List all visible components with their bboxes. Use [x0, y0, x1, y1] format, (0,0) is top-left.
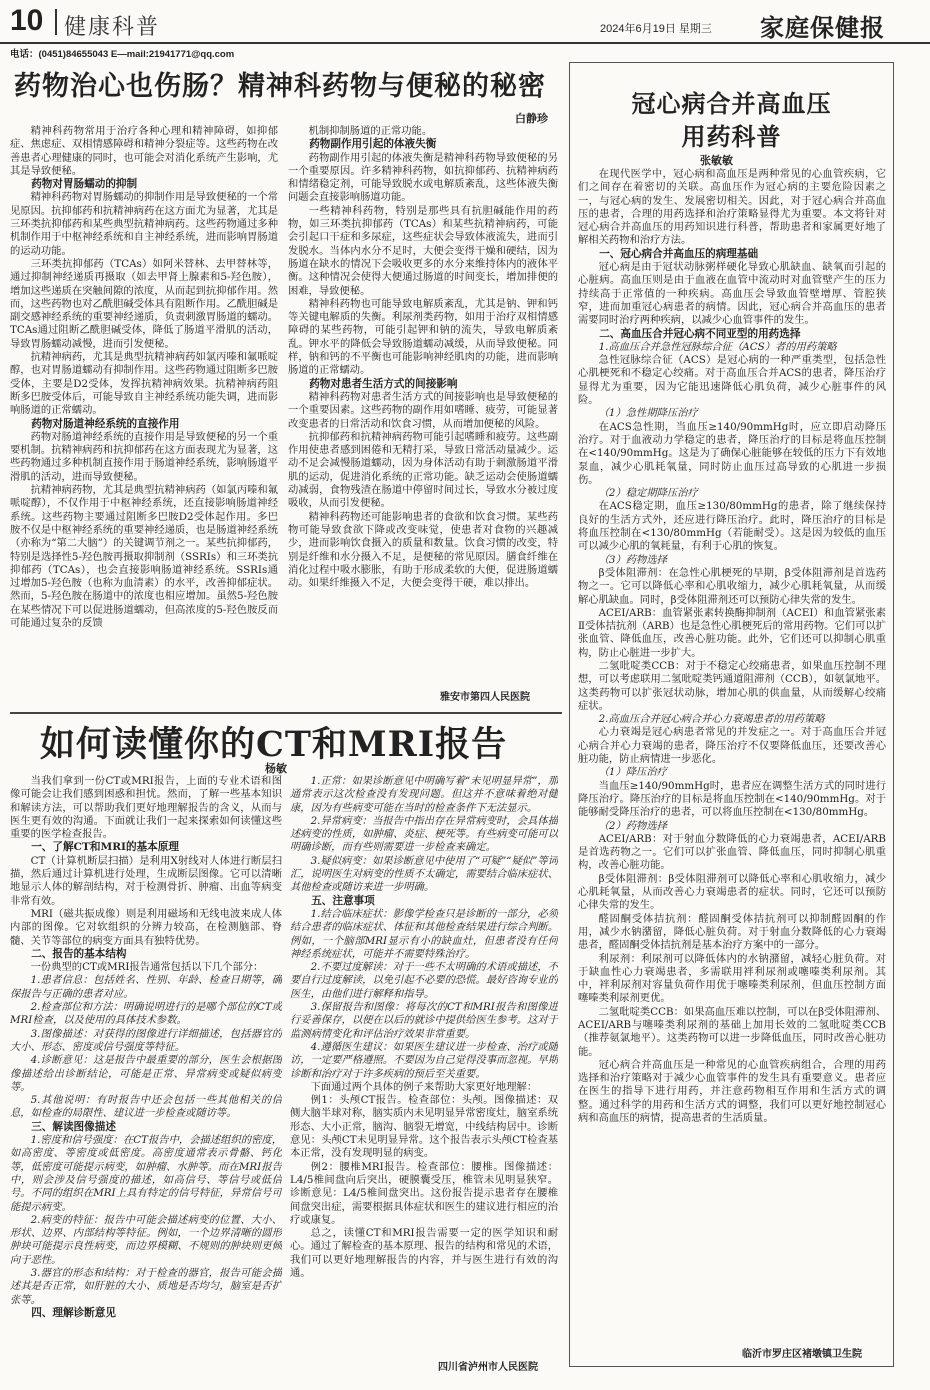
paragraph: CT（计算机断层扫描）是利用X射线对人体进行断层扫描，然后通过计算机进行处理，生成断层图像。它可以清晰地显示人体的解剖结构，对于检测骨折、肿瘤、出血等病变非常有效。 — [10, 854, 282, 907]
paragraph: 当血压≥140/90mmHg时，患者应在调整生活方式的同时进行降压治疗。降压治疗的目标是将血压控制在<140/90mmHg。对于能够耐受降压治疗的患者，可以将血压控制在<130/80mmHg。 — [578, 779, 886, 819]
section-heading: 二、高血压合并冠心病不同亚型的用药选择 — [599, 327, 801, 340]
paragraph: MRI（磁共振成像）则是利用磁场和无线电波来成人体内部的图像。它对软组织的分辨力较高，在检测脑部、脊髓、关节等部位的病变方面具有独特优势。 — [10, 907, 282, 947]
paragraph: 一些精神科药物，特别是那些具有抗胆碱能作用的药物，如三环类抗抑郁药（TCAs）和某些抗精神病药，可能会引起口干症和多尿症，这些症状会导致体液流失，进而引发脱水。当体内水分不足时，大便会变得干燥和硬结，因为肠道在缺水的情况下会吸收更多的水分来维持体内的液体平衡。这种情况会使得大便通过肠道的时间变长，增加排便的困难，导致便秘。 — [288, 204, 558, 297]
paragraph: 心力衰竭是冠心病患者常见的并发症之一。对于高血压合并冠心病合并心力衰竭的患者，降压治疗不仅要降低血压，还要改善心脏功能，防止病情进一步恶化。 — [578, 726, 886, 766]
paragraph: 冠心病是由于冠状动脉粥样硬化导致心肌缺血、缺氧而引起的心脏病。高血压则是由于血液在血管中流动时对血管壁产生的压力持续高于正常值的一种疾病。高血压会导致血管壁增厚、管腔狭窄，进而加重冠心病患者的病情。因此，冠心病合并高血压的患者需要同时治疗两种疾病，以减少心血管事件的发生。 — [578, 261, 886, 327]
paragraph: 2.异常病变：当报告中指出存在异常病变时，会具体描述病变的性质，如肿瘤、炎症、梗死等。有些病变可能可以明确诊断，而有些则需要进一步检查来确定。 — [290, 814, 558, 854]
paragraph: 精神科药物常用于治疗各种心理和精神障碍，如抑郁症、焦虑症、双相情感障碍和精神分裂症等。这些药物在改善患者心理健康的同时，也可能会对消化系统产生影响，尤其是导致便秘。 — [10, 125, 278, 177]
paragraph: 1.患者信息：包括姓名、性别、年龄、检查日期等，确保报告与正确的患者对应。 — [10, 974, 282, 1000]
section-heading: 三、解读图像描述 — [31, 1120, 116, 1133]
paragraph: ACEI/ARB：对于射血分数降低的心力衰竭患者，ACEI/ARB是首选药物之一。它们可以扩张血管、降低血压，同时抑制心肌重构，改善心脏功能。 — [578, 832, 886, 872]
article3-author: 张敏敏 — [700, 154, 733, 167]
paragraph: 2.检查部位和方法：明确说明进行的是哪个部位的CT或MRI检查，以及使用的具体技术参数。 — [10, 1001, 282, 1027]
masthead — [0, 0, 930, 44]
paragraph: 药物对肠道神经系统的直接作用是导致便秘的另一个重要机制。抗精神病药和抗抑郁药在这方面表现尤为显著，这些药物通过多种机制直接作用于肠道神经系统，影响肠道平滑肌的活动，进而导致便秘。 — [10, 430, 278, 483]
section-heading: 四、理解诊断意见 — [31, 1306, 116, 1319]
paragraph: 4.遵循医生建议：如果医生建议进一步检查、治疗或随访，一定要严格遵照。不要因为自己觉得没事而忽视。早期诊断和治疗对于许多疾病的预后至关重要。 — [290, 1040, 558, 1080]
section-heading: 二、报告的基本结构 — [31, 947, 127, 960]
paragraph: ACEI/ARB：血管紧张素转换酶抑制剂（ACEI）和血管紧张素Ⅱ受体拮抗剂（ARB）也是急性心肌梗死后的常用药物。它们可以扩张血管、降低血压，改善心脏功能。此外，它们还可以抑制心肌重构，防止心脏进一步扩大。 — [578, 606, 886, 659]
paragraph: 在ACS稳定期，血压≥130/80mmHg的患者，除了继续保持良好的生活方式外，还应进行降压治疗。此时，降压治疗的目标是将血压控制在<130/80mmHg（若能耐受）。这是因为较低的血压可以减少心肌的氧耗量，有利于心肌的恢复。 — [578, 500, 886, 553]
paragraph: 药物副作用引起的体液失衡是精神科药物导致便秘的另一个重要原因。许多精神科药物，如抗抑郁药、抗精神病药和情绪稳定剂，可能导致脱水或电解质紊乱，这些体液失衡问题会直接影响肠道功能。 — [288, 151, 558, 204]
paragraph: 醛固酮受体拮抗剂：醛固酮受体拮抗剂可以抑制醛固酮的作用，减少水钠潴留，降低心脏负荷。对于射血分数降低的心力衰竭患者，醛固酮受体拮抗剂是基本治疗方案中的一部分。 — [578, 912, 886, 952]
article2-title: 如何读懂你的CT和MRI报告 — [40, 724, 508, 765]
section-heading: 药物副作用引起的体液失衡 — [309, 138, 437, 151]
paragraph: 在ACS急性期，当血压≥140/90mmHg时，应立即启动降压治疗。对于血液动力学稳定的患者，降压治疗的目标是将血压控制在<140/90mmHg。这是为了确保心脏能够在较低的压力下有效地泵血，减少心肌耗氧量，同时防止血压过高导致的心肌进一步损伤。 — [578, 420, 886, 486]
article1-title: 药物治心也伤肠？精神科药物与便秘的秘密 — [14, 71, 546, 102]
paragraph: 精神科药物也可能导致电解质紊乱，尤其是钠、钾和钙等关键电解质的失衡。利尿剂类药物，如用于治疗双相情感障碍的某些药物，可能引起钾和钠的流失，导致电解质紊乱。钾水平的降低会导致肠道蠕动减缓，从而导致便秘。同样，钠和钙的不平衡也可能影响神经肌肉的功能，进而影响肠道的正常蠕动。 — [288, 297, 558, 377]
paragraph: （1）降压治疗 — [598, 766, 667, 779]
article3-title-line1: 冠心病合并高血压 — [631, 89, 832, 118]
section-heading: 五、注意事项 — [311, 894, 375, 907]
paragraph: 精神科药物对患者生活方式的间接影响也是导致便秘的一个重要因素。这些药物的副作用如嗜睡、疲劳，可能显著改变患者的日常活动和饮食习惯，从而增加便秘的风险。 — [288, 390, 558, 430]
paragraph: β受体阻滞剂：β受体阻滞剂可以降低心率和心肌收缩力，减少心肌耗氧量，从而改善心力衰竭患者的症状。同时，它还可以预防心律失常的发生。 — [578, 872, 886, 912]
paragraph: 当我们拿到一份CT或MRI报告，上面的专业术语和图像可能会让我们感到困惑和担忧。然而，了解一些基本知识和解读方法，可以帮助我们更好地理解报告的含义，从而与医生更有效的沟通。下面就让我们一起来探索如何读懂这些重要的医学检查报告。 — [10, 775, 282, 841]
paragraph: 机制抑制肠道的正常功能。 — [308, 125, 433, 137]
contact-line: 电话：(0451)84655043 E—mail:21941771@qq.com — [10, 49, 235, 60]
paragraph: 二氢吡啶类CCB：对于不稳定心绞痛患者，如果血压控制不理想，可以考虑联用二氢吡啶类钙通道阻滞剂（CCB），如氨氯地平。这类药物可以扩张冠状动脉，增加心肌的供血量，从而缓解心绞痛症状。 — [578, 659, 886, 712]
section-heading: 药物对患者生活方式的间接影响 — [309, 377, 458, 390]
paragraph: （1）急性期降压治疗 — [598, 407, 698, 420]
paragraph: 例2：腰椎MRI报告。检查部位：腰椎。图像描述：L4/5椎间盘向后突出，硬膜囊受压，椎管未见明显狭窄。诊断意见：L4/5椎间盘突出。这份报告提示患者存在腰椎间盘突出症，需要根据具体症状和医生的建议进行相应的治疗或康复。 — [290, 1160, 558, 1226]
paragraph: 二氢吡啶类CCB：如果高血压难以控制，可以在β受体阻滞剂、ACEI/ARB与噻嗪类利尿剂的基础上加用长效的二氢吡啶类CCB（推荐氨氯地平）。这类药物可以进一步降低血压，同时改善心脏功能。 — [578, 1005, 886, 1058]
paragraph: 抗精神病药，尤其是典型抗精神病药如氯丙嗪和氟哌啶醇，也对胃肠道蠕动有抑制作用。这些药物通过阻断多巴胺受体，主要是D2受体，发挥抗精神病效果。抗精神病药阻断多巴胺受体后，可能导致自主神经系统功能失调，进而影响肠道的正常蠕动。 — [10, 351, 278, 417]
paragraph: 3.保留报告和图像：将每次的CT和MRI报告和图像进行妥善保存，以便在以后的就诊中提供给医生参考。这对于监测病情变化和评估治疗效果非常重要。 — [290, 1001, 558, 1040]
section-heading: 一、冠心病合并高血压的病理基础 — [599, 247, 759, 260]
section-heading: 药物对胃肠蠕动的抑制 — [31, 178, 138, 191]
paragraph: 三环类抗抑郁药（TCAs）如阿米替林、去甲替林等，通过抑制神经递质再摄取（如去甲肾上腺素和5-羟色胺），增加这些递质在突触间隙的浓度，从而起到抗抑郁作用。然而，这些药物也对乙酰胆碱受体具有阻断作用。乙酰胆碱是副交感神经系统的重要神经递质，负责刺激胃肠道的蠕动。TCAs通过阻断乙酰胆碱受体，降低了肠道平滑肌的活动，导致胃肠蠕动减慢，进而引发便秘。 — [10, 257, 278, 350]
article-divider — [10, 712, 562, 714]
masthead-divider — [55, 9, 57, 35]
paragraph: 总之，读懂CT和MRI报告需要一定的医学知识和耐心。通过了解检查的基本原理、报告的结构和常见的术语，我们可以更好地理解报告的内容，并与医生进行有效的沟通。 — [290, 1227, 558, 1279]
paragraph: 2.不要过度解读：对于一些不太明确的术语或描述，不要自行过度解读，以免引起不必要的恐慌。最好咨询专业的医生，由他们进行解释和指导。 — [290, 961, 558, 1000]
article3-title-line2: 用药科普 — [681, 122, 782, 151]
paragraph: 1.结合临床症状：影像学检查只是诊断的一部分，必须结合患者的临床症状、体征和其他检查结果进行综合判断。例如，一个脑部MRI显示有小的缺血灶，但患者没有任何神经系统症状，可能并不需要特殊治疗。 — [290, 907, 558, 960]
paper-name: 家庭保健报 — [760, 13, 885, 42]
article2-column-1 — [10, 775, 282, 1375]
paragraph: 下面通过两个具体的例子来帮助大家更好地理解： — [310, 1080, 538, 1093]
paragraph: 精神科药物对胃肠蠕动的抑制作用是导致便秘的一个常见原因。抗抑郁药和抗精神病药在这方面尤为显著，尤其是三环类抗抑郁药和某些典型抗精神病药。这些药物通过多种机制作用于中枢神经系统和自主神经系统，进而影响胃肠道的运动功能。 — [10, 191, 278, 257]
article2-author: 杨敏 — [265, 762, 287, 775]
paragraph: 抗精神病药物，尤其是典型抗精神病药（如氯丙嗪和氟哌啶醇），不仅作用于中枢神经系统，还直接影响肠道神经系统。这些药物主要通过阻断多巴胺D2受体起作用。多巴胺不仅是中枢神经系统的重要神经递质，也是肠道神经系统（亦称为“第二大脑”）的关键调节剂之一。某些抗抑郁药，特别是选择性5-羟色胺再摄取抑制剂（SSRIs）和三环类抗抑郁药（TCAs），也会直接影响肠道神经系统。SSRIs通过增加5-羟色胺（也称为血清素）的水平，改善抑郁症状。然而，5-羟色胺在肠道中的浓度也相应增加。虽然5-羟色胺在某些情况下可以促进肠道蠕动，但高浓度的5-羟色胺反而可能通过复杂的反馈 — [10, 484, 278, 629]
paragraph: 4.诊断意见：这是报告中最重要的部分，医生会根据图像描述给出诊断结论，可能是正常、异常病变或疑似病变等。 — [10, 1054, 282, 1093]
paragraph: 1.密度和信号强度：在CT报告中，会描述组织的密度，如高密度、等密度或低密度。高密度通常表示骨骼、钙化等，低密度可能提示病变，如肿瘤、水肿等。而在MRI报告中，则会涉及信号强度的描述，如高信号、等信号或低信号。不同的组织在MRI上具有特定的信号特征，异常信号可能提示病变。 — [10, 1134, 282, 1213]
article1-column-2 — [288, 125, 558, 687]
section-heading: 药物对肠道神经系统的直接作用 — [31, 417, 180, 430]
article2-source: 四川省泸州市人民医院 — [438, 1362, 538, 1373]
paragraph: 一份典型的CT或MRI报告通常包括以下几个部分： — [30, 961, 264, 974]
paragraph: （3）药物选择 — [598, 553, 667, 566]
paragraph: 精神科药物还可能影响患者的食欲和饮食习惯。某些药物可能导致食欲下降或改变味觉，使患者对食物的兴趣减少，进而影响饮食摄入的质量和数量。饮食习惯的改变，特别是纤维和水分摄入不足，是便秘的常见原因。膳食纤维在消化过程中吸水膨胀，有助于形成柔软的大便，促进肠道蠕动。如果纤维摄入不足，大便会变得干硬，难以排出。 — [288, 510, 558, 590]
article2-column-2 — [290, 775, 558, 1355]
paragraph: 3.疑似病变：如果诊断意见中使用了“可疑”“疑似”等词汇，说明医生对病变的性质不太确定，需要结合临床症状、其他检查或随访来进一步明确。 — [290, 854, 558, 894]
paragraph: 在现代医学中，冠心病和高血压是两种常见的心血管疾病，它们之间存在着密切的关联。高血压作为冠心病的主要危险因素之一，与冠心病的发生、发展密切相关。因此，对于冠心病合并高血压的患者，合理的用药选择和治疗策略显得尤为重要。本文将针对冠心病合并高血压的用药知识进行科普，帮助患者和家属更好地了解相关药物和治疗方法。 — [578, 168, 886, 247]
paragraph: 急性冠脉综合征（ACS）是冠心病的一种严重类型，包括急性心肌梗死和不稳定心绞痛。对于高血压合并ACS的患者，降压治疗显得尤为重要，因为它能迅速降低心肌负荷，减少心脏事件的风险。 — [578, 354, 886, 407]
paragraph: 3.器官的形态和结构：对于检查的器官，报告可能会描述其是否正常，如肝脏的大小、质地是否均匀，脑室是否扩张等。 — [10, 1266, 282, 1306]
section-heading: 一、了解CT和MRI的基本原理 — [31, 841, 179, 854]
paragraph: 抗抑郁药和抗精神病药物可能引起嗜睡和疲劳。这些副作用使患者感到困倦和无精打采，导致日常活动量减少。运动不足会减慢肠道蠕动，因为身体活动有助于刺激肠道平滑肌的运动，促进消化系统的正常功能。缺乏运动会使肠道蠕动减弱，食物残渣在肠道中停留时间过长，导致水分被过度吸收，从而引发便秘。 — [288, 430, 558, 510]
paragraph: 5.其他说明：有时报告中还会包括一些其他相关的信息，如检查的局限性、建议进一步检查或随访等。 — [10, 1094, 282, 1120]
paragraph: 1.高血压合并急性冠脉综合征（ACS）者的用药策略 — [598, 340, 837, 353]
page-number: 10 — [10, 4, 44, 37]
paragraph: （2）稳定期降压治疗 — [598, 487, 698, 500]
paragraph: 2.病变的特征：报告中可能会描述病变的位置、大小、形状、边界、内部结构等特征。例如，一个边界清晰的圆形肿块可能提示良性病变，而边界模糊、不规则的肿块则更倾向于恶性。 — [10, 1213, 282, 1266]
article3-source: 临沂市罗庄区褚墩镇卫生院 — [742, 1349, 862, 1360]
paragraph: （2）药物选择 — [598, 819, 667, 832]
paragraph: 2.高血压合并冠心病合并心力衰竭患者的用药策略 — [598, 713, 825, 726]
issue-date: 2024年6月19日 星期三 — [600, 23, 712, 35]
paragraph: 1.正常：如果诊断意见中明确写着“未见明显异常”，那通常表示这次检查没有发现问题。但这并不意味着绝对健康，因为有些病变可能在当时的检查条件下无法显示。 — [290, 775, 558, 814]
article1-column-1 — [10, 125, 278, 707]
paragraph: 冠心病合并高血压是一种常见的心血管疾病组合，合理的用药选择和治疗策略对于减少心血管事件的发生具有重要意义。患者应在医生的指导下进行用药，并注意药物相互作用和生活方式的调整。通过科学的用药和生活方式的调整，我们可以更好地控制冠心病和高血压的病情，提高患者的生活质量。 — [578, 1058, 886, 1125]
paragraph: 3.图像描述：对获得的图像进行详细描述，包括器官的大小、形态、密度或信号强度等特征。 — [10, 1027, 282, 1053]
section-name: 健康科普 — [64, 15, 161, 40]
paragraph: β受体阻滞剂：在急性心肌梗死的早期，β受体阻滞剂是首选药物之一。它可以降低心率和心肌收缩力，减少心肌耗氧量，从而缓解心肌缺血。同时，β受体阻滞剂还可以预防心律失常的发生。 — [578, 566, 886, 606]
article3-column — [578, 168, 886, 1343]
article1-source: 雅安市第四人民医院 — [440, 692, 530, 703]
article1-author: 白静珍 — [515, 112, 548, 125]
paragraph: 例1：头颅CT报告。检查部位：头颅。图像描述：双侧大脑半球对称，脑实质内未见明显异常密度灶，脑室系统形态、大小正常，脑沟、脑裂无增宽，中线结构居中。诊断意见：头颅CT未见明显异常。这个报告表示头颅CT检查基本正常，没有发现明显的病变。 — [290, 1094, 558, 1160]
paragraph: 利尿剂：利尿剂可以降低体内的水钠潴留，减轻心脏负荷。对于缺血性心力衰竭患者，多需联用袢利尿剂或噻嗪类利尿剂。其中，袢利尿剂对容量负荷作用优于噻嗪类利尿剂，但血压控制方面噻嗪类利尿剂更优。 — [578, 952, 886, 1005]
